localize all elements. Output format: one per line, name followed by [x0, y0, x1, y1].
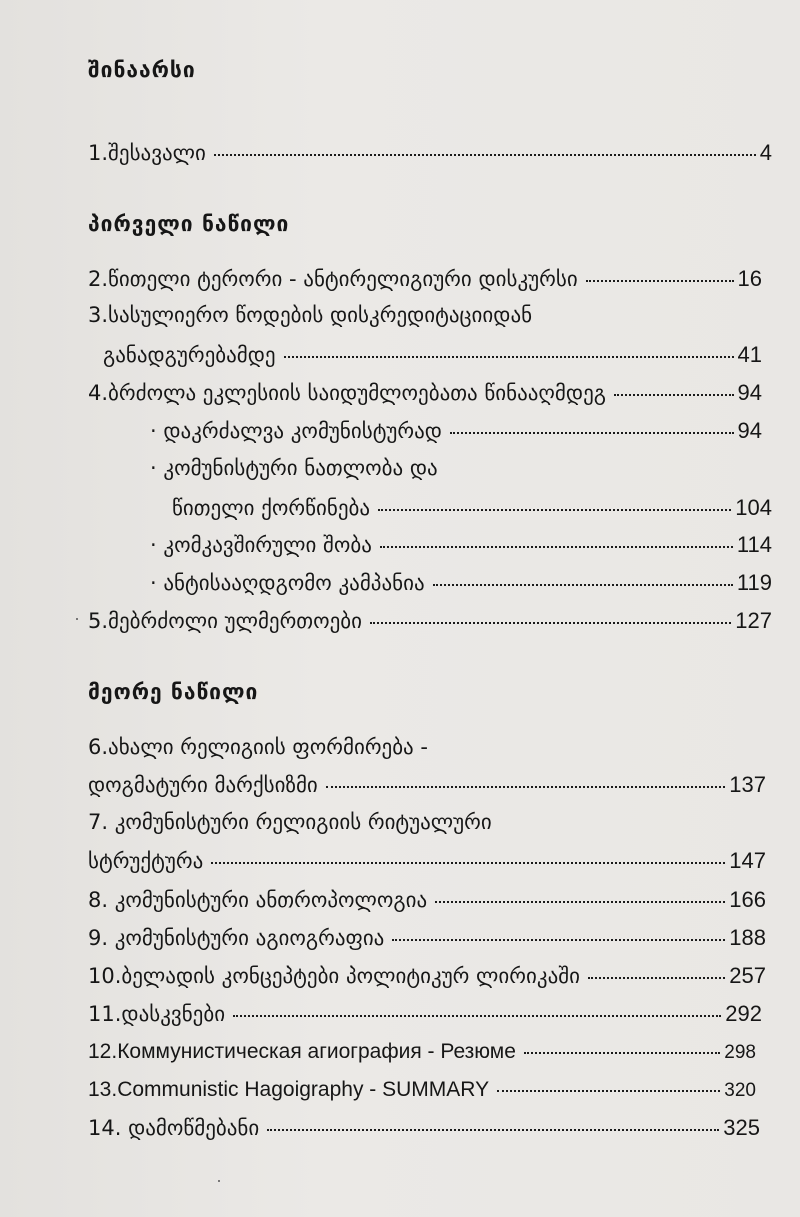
dot-leader — [214, 154, 756, 156]
toc-entry-12[interactable] — [88, 1040, 756, 1070]
toc-entry-page: 114 — [736, 532, 772, 557]
toc-entry-label: განადგურებამდე — [103, 343, 276, 367]
toc-entry-14[interactable] — [88, 1115, 760, 1145]
toc-entry-page: 4 — [759, 140, 772, 165]
dot-leader — [435, 901, 725, 903]
dot-leader — [370, 622, 731, 624]
toc-entry-page: 127 — [735, 608, 772, 633]
toc-entry-2[interactable] — [88, 266, 762, 296]
toc-entry-4[interactable] — [88, 380, 762, 410]
dot-leader — [284, 356, 734, 358]
toc-entry-page: 166 — [729, 887, 766, 912]
dot-leader — [233, 1015, 721, 1017]
dot-leader — [380, 546, 733, 548]
toc-entry-label: 10.ბელადის კონცეპტები პოლიტიკურ ლირიკაში — [88, 964, 580, 988]
contents-title: შინაარსი — [88, 58, 196, 82]
toc-entry-3-line1: 3.სასულიერო წოდების დისკრედიტაციიდან — [88, 303, 533, 327]
toc-entry-7[interactable] — [88, 848, 766, 878]
toc-entry-label: 4.ბრძოლა ეკლესიის საიდუმლოებათა წინააღმდეგ — [88, 381, 606, 405]
toc-entry-9[interactable] — [88, 925, 766, 955]
toc-subentry-baptism[interactable] — [172, 495, 772, 525]
toc-entry-page: 257 — [729, 963, 766, 988]
dot-leader — [450, 432, 734, 434]
toc-entry-label: 9. კომუნისტური აგიოგრაფია — [88, 926, 385, 950]
toc-entry-label: 11.დასკვნები — [88, 1002, 226, 1026]
toc-entry-page: 104 — [735, 495, 772, 520]
toc-entry-label: 1.შესავალი — [88, 141, 206, 165]
toc-entry-intro[interactable] — [88, 140, 772, 170]
toc-entry-page: 94 — [737, 418, 762, 443]
dot-leader — [326, 786, 725, 788]
toc-entry-page: 292 — [725, 1001, 762, 1026]
part2-heading: მეორე ნაწილი — [88, 680, 259, 704]
toc-entry-8[interactable] — [88, 887, 766, 917]
toc-entry-5[interactable] — [88, 608, 772, 638]
toc-entry-page: 147 — [729, 848, 766, 873]
toc-entry-page: 137 — [729, 772, 766, 797]
toc-entry-3[interactable] — [103, 342, 762, 372]
toc-entry-label: · ანტისააღდგომო კამპანია — [150, 571, 425, 595]
dot-leader — [614, 394, 734, 396]
dot-leader — [433, 584, 733, 586]
toc-subentry-baptism-line1: · კომუნისტური ნათლობა და — [150, 456, 438, 480]
toc-entry-11[interactable] — [88, 1001, 762, 1031]
toc-entry-label: 13.Communistic Hagoigraphy - SUMMARY — [88, 1078, 490, 1101]
toc-entry-label: წითელი ქორწინება — [172, 496, 371, 520]
toc-entry-label: 8. კომუნისტური ანთროპოლოგია — [88, 888, 428, 912]
toc-subentry-christmas[interactable] — [150, 532, 772, 562]
toc-entry-label: 12.Коммунистическая агиография - Резюме — [88, 1040, 516, 1063]
dot-leader — [524, 1052, 720, 1054]
toc-entry-page: 298 — [724, 1042, 756, 1063]
toc-entry-page: 325 — [723, 1115, 760, 1140]
dot-leader — [267, 1129, 719, 1131]
toc-entry-page: 119 — [736, 570, 772, 595]
dot-leader — [588, 977, 725, 979]
dot-leader — [392, 939, 725, 941]
toc-entry-13[interactable] — [88, 1078, 756, 1108]
dot-leader — [378, 509, 731, 511]
toc-entry-page: 320 — [724, 1080, 756, 1101]
toc-entry-label: 14. დამოწმებანი — [88, 1116, 260, 1140]
toc-subentry-easter[interactable] — [150, 570, 772, 600]
toc-entry-page: 16 — [737, 266, 762, 291]
toc-entry-label: სტრუქტურა — [88, 849, 204, 873]
part1-heading: პირველი ნაწილი — [88, 212, 290, 236]
toc-entry-label: 2.წითელი ტერორი - ანტირელიგიური დისკურსი — [88, 267, 578, 291]
toc-entry-10[interactable] — [88, 963, 766, 993]
toc-entry-label: 5.მებრძოლი ულმერთოები — [88, 609, 363, 633]
toc-entry-label: · კომკავშირული შობა — [150, 533, 372, 557]
paper-speck — [218, 1180, 220, 1182]
toc-entry-6-line1: 6.ახალი რელიგიის ფორმირება - — [88, 735, 428, 759]
toc-subentry-burial[interactable] — [150, 418, 762, 448]
toc-entry-7-line1: 7. კომუნისტური რელიგიის რიტუალური — [88, 810, 492, 834]
toc-entry-label: · დაკრძალვა კომუნისტურად — [150, 419, 442, 443]
toc-entry-page: 188 — [729, 925, 766, 950]
toc-entry-page: 41 — [737, 342, 762, 367]
dot-leader — [497, 1090, 720, 1092]
dot-leader — [211, 862, 725, 864]
toc-entry-6[interactable] — [88, 772, 766, 802]
paper-speck — [76, 618, 78, 620]
dot-leader — [586, 280, 734, 282]
toc-entry-page: 94 — [737, 380, 762, 405]
toc-entry-label: დოგმატური მარქსიზმი — [88, 773, 318, 797]
